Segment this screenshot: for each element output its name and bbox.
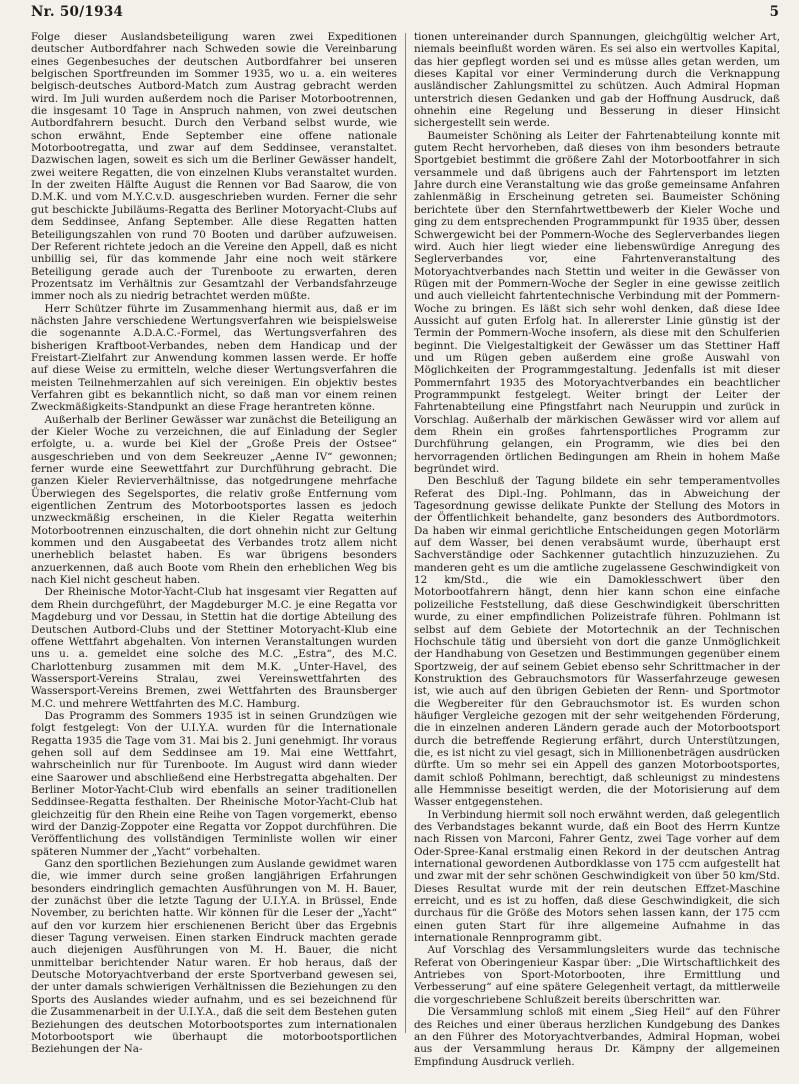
page-header (31, 4, 779, 31)
paragraph: Die Versammlung schloß mit einem „Sieg Heil“ auf den Führer des Reiches und einer überaus herzlichen Kundgebung des Dankes an den Führer des Motoryachtverbandes, Admiral Hopman, wobei aus der Versammlung heraus Dr. Kämpny der allgemeinen Empfindung Ausdruck verlieh. (414, 1006, 780, 1068)
paragraph: Das Programm des Sommers 1935 ist in seinen Grundzügen wie folgt festgelegt: Von der U.I.Y.A. wurden für die Internationale Regatta 1935 die Tage vom 31. Mai bis 2. Juni genehmigt. Ihr voraus gehen soll auf dem Seddinsee am 19. Mai eine Wettfahrt, wahrscheinlich nur für Turenboote. Im August wird dann wieder eine Saarower und abschließend eine Herbstregatta abgehalten. Der Berliner Motor-Yacht-Club wird ebenfalls an seiner traditionellen Seddinsee-Regatta festhalten. Der Rheinische Motor-Yacht-Club hat gleichzeitig für den Rhein eine Reihe von Tagen vorgemerkt, ebenso wird der Danzig-Zoppoter eine Regatta vor Zoppot durchführen. Die Veröffentlichung des vollständigen Terminliste wollen wir einer späteren Nummer der „Yacht“ vorbehalten. (31, 709, 397, 858)
paragraph: tionen untereinander durch Spannungen, gleichgültig welcher Art, niemals beeinflußt worden wären. Es sei also ein wertvolles Kapital, das hier gepflegt worden sei und es müsse alles getan werden, um dieses Kapital vor einer Verminderung durch die Verknappung ausländischer Zahlungsmittel zu schützen. Auch Admiral Hopman unterstrich diesen Gedanken und gab der Hoffnung Ausdruck, daß ohnehin eine Regelung und Besserung in dieser Hinsicht sichergestellt sein werde. (414, 31, 780, 130)
paragraph: Herr Schützer führte im Zusammenhang hiermit aus, daß er im nächsten Jahre verschiedene Wertungsverfahren wie beispielsweise die sogenannte A.D.A.C.-Formel, das Wertungsverfahren des bisherigen Kraftboot-Verbandes, neben dem Handicap und der Freistart-Zielfahrt zur Anwendung kommen lassen werde. Er hoffe auf diese Weise zu ermitteln, welche dieser Wertungsverfahren die meisten Teilnehmerzahlen auf sich vereinigen. Ein objektiv bestes Verfahren gibt es bekanntlich nicht, so daß man vor einem reinen Zweckmäßigkeits-Standpunkt an diese Frage herantreten könne. (31, 302, 397, 414)
page-number: 5 (769, 4, 779, 20)
paragraph: Auf Vorschlag des Versammlungsleiters wurde das technische Referat von Oberingenieur Kaspar über: „Die Wirtschaftlichkeit des Antriebes von Sport-Motorbooten, ihre Ermittlung und Verbesserung“ auf eine spätere Gelegenheit vertagt, da mittlerweile die vorgeschriebene Schlußzeit bereits überschritten war. (414, 944, 780, 1006)
article-columns (31, 31, 779, 1076)
issue-number: Nr. 50/1934 (31, 4, 124, 20)
paragraph: Der Rheinische Motor-Yacht-Club hat insgesamt vier Regatten auf dem Rhein durchgeführt, der Magdeburger M.C. je eine Regatta vor Magdeburg und vor Dessau, in Stettin hat die dortige Abteilung des Deutschen Autbord-Clubs und der Stettiner Motoryacht-Klub eine offene Wettfahrt abgehalten. Von internen Veranstaltungen wurden uns u. a. gemeldet eine solche des M.C. „Estra“, des M.C. Charlottenburg zusammen mit dem M.K. „Unter-Havel, des Wassersport-Vereins Stralau, zwei Vereinswettfahrten des Wassersport-Vereins Bremen, zwei Wettfahrten des Braunsberger M.C. und mehrere Wettfahrten des M.C. Hamburg. (31, 586, 397, 710)
paragraph: Den Beschluß der Tagung bildete ein sehr temperamentvolles Referat des Dipl.-Ing. Pohlmann, das in Abweichung der Tagesordnung gewisse delikate Punkte der Stellung des Motors in der Öffentlichkeit behandelte, ganz besonders des Autbordmotors. Da haben wir einmal gerichtliche Entscheidungen gegen Motorlärm auf dem Wasser, bei denen verabsäumt wurde, überhaupt erst Sachverständige oder Sachkenner gutachtlich hinzuzuziehen. Zu manderen geht es um die amtliche zugelassene Geschwindigkeit von 12 km/Std., die wie ein Damoklesschwert über den Motorbootfahrern hängt, denn hier kann schon eine einfache polizeiliche Feststellung, daß diese Geschwindigkeit überschritten wurde, zu einer empfindlichen Polizeistrafe führen. Pohlmann ist selbst auf dem Gebiete der Motortechnik an der Technischen Hochschule tätig und übersieht von dort die ganze Unmöglichkeit der Handhabung von Gesetzen und Bestimmungen gegenüber einem Sportzweig, der auf seinem Gebiet ebenso sehr Schrittmacher in der Konstruktion des Gebrauchsmotors für Wasserfahrzeuge gewesen ist, wie auch auf den übrigen Gebieten der Renn- und Sportmotor die Wegbereiter für den Gebrauchsmotor ist. Es wurden schon häufiger Vergleiche gezogen mit der sehr weitgehenden Förderung, die in einzelnen anderen Ländern gerade auch der Motorbootsport durch die betreffende Regierung erfährt, durch Unterstützungen, die, es ist nicht zu viel gesagt, sich in Millionenbeträgen ausdrücken dürfte. Um so mehr sei ein Appell des ganzen Motorbootsportes, damit schloß Pohlmann, berechtigt, daß schleunigst zu mindestens alle Hemmnisse beseitigt werden, die der Motorisierung auf dem Wasser entgegenstehen. (414, 475, 780, 809)
paragraph: Baumeister Schöning als Leiter der Fahrtenabteilung konnte mit gutem Recht hervorheben, daß dieses von ihm besonders betraute Sportgebiet bestimmt die größere Zahl der Motorbootfahrer in sich versammele und daß übrigens auch der Fahrtensport im letzten Jahre durch eine Veranstaltung wie das große gemeinsame Anfahren zahlenmäßig in Erscheinung getreten sei. Baumeister Schöning berichtete über den Sternfahrtwettbewerb der Kieler Woche und ging zu dem entsprechenden Programmpunkt für 1935 über, dessen Schwergewicht bei der Pommern-Woche des Seglerverbandes liegen wird. Auch hier liegt wieder eine liebenswürdige Anregung des Seglerverbandes vor, eine Fahrtenveranstaltung des Motoryachtverbandes nach Stettin und weiter in die Gewässer von Rügen mit der Pommern-Woche der Segler in eine gewisse zeitlich und auch vielleicht fahrtentechnische Verbindung mit der Pommern-Woche zu bringen. Es läßt sich sehr wohl denken, daß diese Idee Aussicht auf guten Erfolg hat. In allererster Linie günstig ist der Termin der Pommern-Woche insofern, als diese mit den Schulferien beginnt. Die Vielgestaltigkeit der Gewässer um das Stettiner Haff und um Rügen geben außerdem eine große Auswahl von Möglichkeiten der Programmgestaltung. Jedenfalls ist mit dieser Pommernfahrt 1935 des Motoryachtverbandes ein beachtlicher Programmpunkt festgelegt. Weiter bringt der Leiter der Fahrtenabteilung eine Pfingstfahrt nach Neuruppin und zurück in Vorschlag. Außerhalb der märkischen Gewässer wird vor allem auf dem Rhein ein großes fahrtensportliches Programm zur Durchführung gelangen, ein Programm, wie dies bei den hervorragenden örtlichen Bedingungen am Rhein in hohem Maße begründet wird. (414, 129, 780, 476)
paragraph: Ganz den sportlichen Beziehungen zum Auslande gewidmet waren die, wie immer durch seine großen langjährigen Erfahrungen besonders eindringlich gemachten Ausführungen von M. H. Bauer, der zunächst über die letzte Tagung der U.I.Y.A. in Brüssel, Ende November, zu berichten hatte. Wir können für die Leser der „Yacht“ auf den vor kurzem hier erschienenen Bericht über das Ergebnis dieser Tagung verweisen. Einen starken Eindruck machten gerade auch diejenigen Ausführungen von M. H. Bauer, die nicht unmittelbar berichtender Natur waren. Er hob heraus, daß der Deutsche Motoryachtverband der erste Sportverband gewesen sei, der unter damals schwierigen Verhältnissen die Beziehungen zu den Sports des Auslandes wieder aufnahm, und es sei bezeichnend für die Zusammenarbeit in der U.I.Y.A., daß die seit dem Bestehen guten Beziehungen des deutschen Motorbootsportes zum internationalen Motorbootsport wie überhaupt die motorbootsportlichen Beziehungen der Na- (31, 858, 397, 1056)
paragraph: Folge dieser Auslandsbeteiligung waren zwei Expeditionen deutscher Autbordfahrer nach Schweden sowie die Vereinbarung eines Gegenbesuches der deutschen Autbordfahrer bei unseren belgischen Sportfreunden im Sommer 1935, wo u. a. ein weiteres belgisch-deutsches Autbord-Match zum Austrag gebracht werden wird. Im Juli wurden außerdem noch die Pariser Motorbootrennen, die insgesamt 10 Tage in Anspruch nahmen, von zwei deutschen Autbordfahrern besucht. Durch den Verband selbst wurde, wie schon erwähnt, Ende September eine offene nationale Motorbootregatta, und zwar auf dem Seddinsee, veranstaltet. Dazwischen lagen, soweit es sich um die Berliner Gewässer handelt, zwei weitere Regatten, die von einzelnen Klubs veranstaltet wurden. In der zweiten Hälfte August die Rennen vor Bad Saarow, die von D.M.K. und vom M.Y.C.v.D. ausgeschrieben wurden. Ferner die sehr gut beschickte Jubiläums-Regatta des Berliner Motoryacht-Clubs auf dem Seddinsee, Anfang September. Alle diese Regatten hatten Beteiligungszahlen von rund 70 Booten und darüber aufzuweisen. Der Referent richtete jedoch an die Vereine den Appell, daß es nicht unbillig sei, für das kommende Jahr eine noch weit stärkere Beteiligung gerade auch der Turenboote zu erwarten, deren Prozentsatz im Verhältnis zur Gesamtzahl der Verbandsfahrzeuge immer noch als zu niedrig betrachtet werden müßte. (31, 31, 397, 303)
paragraph: Außerhalb der Berliner Gewässer war zunächst die Beteiligung an der Kieler Woche zu verzeichnen, die auf Einladung der Segler erfolgte, u. a. wurde bei Kiel der „Große Preis der Ostsee“ ausgeschrieben und von dem Seekreuzer „Aenne IV“ gewonnen; ferner wurde eine Seewettfahrt zur Durchführung gebracht. Die ganzen Kieler Revierverhältnisse, das notgedrungene mehrfache Überwiegen des Segelsportes, die relativ große Entfernung vom eigentlichen Zentrum des Motorbootsportes lassen es jedoch unzweckmäßig erscheinen, in die Kieler Regatta weiterhin Motorbootrennen einzuschalten, die dort ohnehin nicht zur Geltung kommen und den Ausgabeetat des Verbandes trotz allem nicht unerheblich belastet haben. Es war übrigens besonders anzuerkennen, daß auch Boote vom Rhein den erheblichen Weg bis nach Kiel nicht gescheut haben. (31, 413, 397, 587)
paragraph: In Verbindung hiermit soll noch erwähnt werden, daß gelegentlich des Verbandstages bekannt wurde, daß ein Boot des Herrn Kuntze nach Rissen von Marconi, Fahrer Gentz, zwei Tage vorher auf dem Oder-Spree-Kanal erstmalig einen Rekord in der deutschen Antrag international gewordenen Autbordklasse von 175 ccm aufgestellt hat und zwar mit der sehr schönen Geschwindigkeit von über 50 km/Std. Dieses Resultat wurde mit der rein deutschen Effzet-Maschine erreicht, und es ist zu hoffen, daß diese Geschwindigkeit, die sich durchaus für die Größe des Motors sehen lassen kann, der 175 ccm einen guten Start für ihre allgemeine Aufnahme in das internationale Rennprogramm gibt. (414, 808, 780, 945)
column-divider (405, 33, 406, 1033)
right-column (414, 31, 780, 1076)
left-column (31, 31, 397, 1076)
